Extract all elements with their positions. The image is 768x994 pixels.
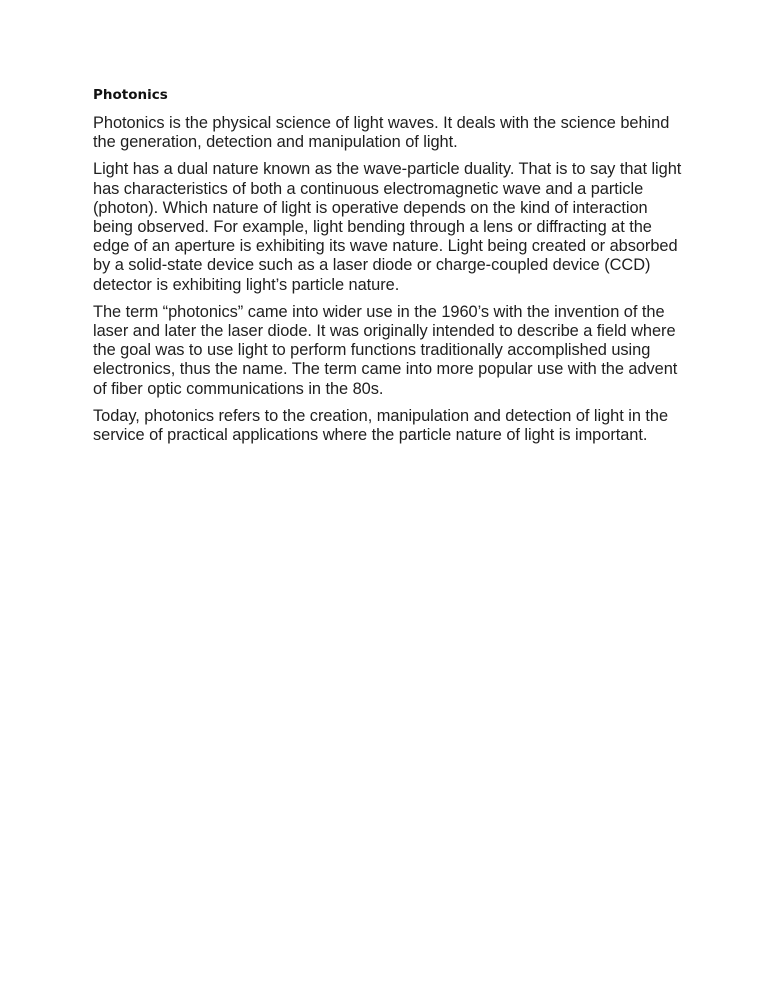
- paragraph-wave-particle-duality: Light has a dual nature known as the wave-particle duality. That is to say that light has characteristics of both a continuous electromagnetic wave and a particle (photon). Which nature of light is operative depends on the kind of interaction being observed. For example, light bending through a lens or diffracting at the edge of an aperture is exhibiting its wave nature. Light being created or absorbed by a solid-state device such as a laser diode or charge-coupled device (CCD) detector is exhibiting light’s particle nature.: [93, 160, 682, 294]
- document-page: [93, 86, 683, 453]
- document-title: Photonics: [93, 87, 168, 103]
- paragraph-today: Today, photonics refers to the creation, manipulation and detection of light in the service of practical applications where the particle nature of light is important.: [93, 406, 669, 445]
- paragraph-term-history: The term “photonics” came into wider use in the 1960’s with the invention of the laser and later the laser diode. It was originally intended to describe a field where the goal was to use light to perform functions traditionally accomplished using electronics, thus the name. The term came into more popular use with the advent of fiber optic communications in the 80s.: [93, 302, 678, 398]
- paragraph-intro: Photonics is the physical science of light waves. It deals with the science behind the generation, detection and manipulation of light.: [93, 114, 670, 152]
